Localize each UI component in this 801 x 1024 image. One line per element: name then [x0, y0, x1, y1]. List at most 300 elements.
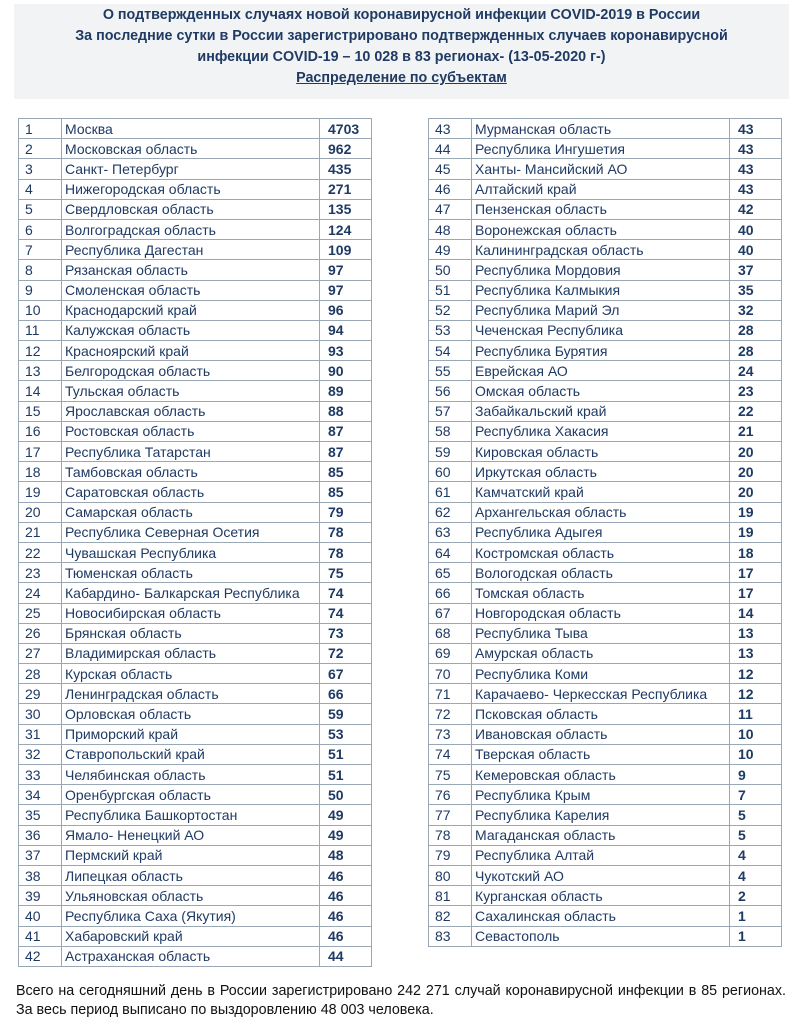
case-count: 4703: [320, 119, 372, 139]
row-number: 40: [19, 906, 62, 926]
row-number: 44: [429, 139, 472, 159]
case-count: 271: [320, 179, 372, 199]
table-row: [429, 401, 782, 421]
row-number: 51: [429, 280, 472, 300]
region-name: Ивановская область: [472, 724, 730, 744]
row-number: 58: [429, 421, 472, 441]
row-number: 25: [19, 603, 62, 623]
row-number: 35: [19, 805, 62, 825]
region-name: Томская область: [472, 583, 730, 603]
table-row: [19, 219, 372, 239]
row-number: 72: [429, 704, 472, 724]
row-number: 18: [19, 462, 62, 482]
case-count: 18: [730, 542, 782, 562]
table-row: [19, 886, 372, 906]
table-row: [19, 563, 372, 583]
case-count: 1: [730, 926, 782, 946]
table-row: [19, 906, 372, 926]
region-name: Севастополь: [472, 926, 730, 946]
case-count: 35: [730, 280, 782, 300]
row-number: 37: [19, 845, 62, 865]
table-row: [429, 300, 782, 320]
case-count: 75: [320, 563, 372, 583]
row-number: 13: [19, 361, 62, 381]
region-name: Карачаево- Черкесская Республика: [472, 684, 730, 704]
row-number: 52: [429, 300, 472, 320]
table-row: [19, 300, 372, 320]
row-number: 21: [19, 522, 62, 542]
region-name: Тверская область: [472, 744, 730, 764]
region-name: Псковская область: [472, 704, 730, 724]
case-count: 19: [730, 522, 782, 542]
row-number: 80: [429, 865, 472, 885]
region-name: Республика Карелия: [472, 805, 730, 825]
region-name: Чукотский АО: [472, 865, 730, 885]
region-name: Нижегородская область: [62, 179, 320, 199]
case-count: 24: [730, 361, 782, 381]
case-count: 97: [320, 260, 372, 280]
summary-line-1: За последние сутки в России зарегистрировано подтвержденных случаев коронавирусной: [75, 28, 728, 44]
table-row: [19, 946, 372, 966]
table-row: [429, 886, 782, 906]
case-count: 43: [730, 139, 782, 159]
region-name: Ростовская область: [62, 421, 320, 441]
table-row: [429, 219, 782, 239]
table-row: [429, 664, 782, 684]
row-number: 61: [429, 482, 472, 502]
case-count: 22: [730, 401, 782, 421]
case-count: 109: [320, 240, 372, 260]
case-count: 94: [320, 320, 372, 340]
case-count: 79: [320, 502, 372, 522]
case-count: 21: [730, 421, 782, 441]
table-row: [429, 482, 782, 502]
case-count: 135: [320, 199, 372, 219]
row-number: 46: [429, 179, 472, 199]
case-count: 28: [730, 320, 782, 340]
table-row: [19, 421, 372, 441]
case-count: 435: [320, 159, 372, 179]
table-row: [19, 603, 372, 623]
region-name: Саратовская область: [62, 482, 320, 502]
row-number: 39: [19, 886, 62, 906]
region-name: Кабардино- Балкарская Республика: [62, 583, 320, 603]
case-count: 67: [320, 664, 372, 684]
case-count: 20: [730, 442, 782, 462]
table-row: [429, 845, 782, 865]
case-count: 14: [730, 603, 782, 623]
region-name: Республика Крым: [472, 785, 730, 805]
region-name: Республика Северная Осетия: [62, 522, 320, 542]
row-number: 33: [19, 765, 62, 785]
case-count: 17: [730, 563, 782, 583]
case-count: 74: [320, 603, 372, 623]
region-name: Санкт- Петербург: [62, 159, 320, 179]
case-count: 10: [730, 744, 782, 764]
table-row: [19, 542, 372, 562]
page-title: О подтвержденных случаях новой коронавирусной инфекции COVID-2019 в России: [102, 7, 701, 23]
table-row: [19, 320, 372, 340]
case-count: 1: [730, 906, 782, 926]
section-subtitle: Распределение по субъектам: [296, 70, 507, 86]
region-name: Владимирская область: [62, 643, 320, 663]
row-number: 74: [429, 744, 472, 764]
row-number: 71: [429, 684, 472, 704]
row-number: 79: [429, 845, 472, 865]
region-name: Калужская область: [62, 320, 320, 340]
row-number: 27: [19, 643, 62, 663]
table-row: [429, 542, 782, 562]
case-count: 59: [320, 704, 372, 724]
row-number: 7: [19, 240, 62, 260]
row-number: 59: [429, 442, 472, 462]
row-number: 82: [429, 906, 472, 926]
table-row: [19, 845, 372, 865]
row-number: 77: [429, 805, 472, 825]
case-count: 37: [730, 260, 782, 280]
table-row: [19, 522, 372, 542]
case-count: 4: [730, 845, 782, 865]
region-name: Республика Мордовия: [472, 260, 730, 280]
case-count: 20: [730, 482, 782, 502]
region-name: Волгоградская область: [62, 219, 320, 239]
table-row: [429, 522, 782, 542]
case-count: 20: [730, 462, 782, 482]
region-name: Брянская область: [62, 623, 320, 643]
region-name: Ярославская область: [62, 401, 320, 421]
region-name: Астраханская область: [62, 946, 320, 966]
table-row: [429, 139, 782, 159]
table-row: [429, 785, 782, 805]
case-count: 50: [320, 785, 372, 805]
row-number: 76: [429, 785, 472, 805]
case-count: 43: [730, 119, 782, 139]
table-row: [19, 260, 372, 280]
row-number: 12: [19, 341, 62, 361]
case-count: 19: [730, 502, 782, 522]
table-row: [429, 320, 782, 340]
region-name: Республика Дагестан: [62, 240, 320, 260]
region-name: Новгородская область: [472, 603, 730, 623]
region-name: Республика Алтай: [472, 845, 730, 865]
region-name: Ханты- Мансийский АО: [472, 159, 730, 179]
table-row: [429, 159, 782, 179]
case-count: 44: [320, 946, 372, 966]
table-row: [19, 724, 372, 744]
table-row: [429, 199, 782, 219]
case-count: 97: [320, 280, 372, 300]
region-name: Кировская область: [472, 442, 730, 462]
case-count: 4: [730, 865, 782, 885]
case-count: 28: [730, 341, 782, 361]
region-name: Ульяновская область: [62, 886, 320, 906]
table-row: [19, 199, 372, 219]
region-name: Смоленская область: [62, 280, 320, 300]
region-name: Тульская область: [62, 381, 320, 401]
table-row: [19, 805, 372, 825]
case-count: 5: [730, 805, 782, 825]
case-count: 90: [320, 361, 372, 381]
table-row: [19, 341, 372, 361]
table-row: [429, 442, 782, 462]
row-number: 67: [429, 603, 472, 623]
row-number: 36: [19, 825, 62, 845]
row-number: 8: [19, 260, 62, 280]
region-name: Республика Саха (Якутия): [62, 906, 320, 926]
region-name: Пермский край: [62, 845, 320, 865]
region-name: Белгородская область: [62, 361, 320, 381]
region-name: Красноярский край: [62, 341, 320, 361]
table-row: [19, 361, 372, 381]
row-number: 45: [429, 159, 472, 179]
case-count: 40: [730, 240, 782, 260]
region-name: Ленинградская область: [62, 684, 320, 704]
region-name: Московская область: [62, 139, 320, 159]
row-number: 60: [429, 462, 472, 482]
row-number: 34: [19, 785, 62, 805]
row-number: 55: [429, 361, 472, 381]
case-count: 53: [320, 724, 372, 744]
region-name: Республика Татарстан: [62, 442, 320, 462]
table-row: [19, 865, 372, 885]
row-number: 24: [19, 583, 62, 603]
case-count: 87: [320, 442, 372, 462]
row-number: 1: [19, 119, 62, 139]
row-number: 66: [429, 583, 472, 603]
row-number: 38: [19, 865, 62, 885]
table-row: [429, 765, 782, 785]
table-row: [429, 280, 782, 300]
table-row: [19, 179, 372, 199]
table-row: [429, 825, 782, 845]
region-name: Тюменская область: [62, 563, 320, 583]
case-count: 5: [730, 825, 782, 845]
row-number: 30: [19, 704, 62, 724]
row-number: 63: [429, 522, 472, 542]
case-count: 49: [320, 805, 372, 825]
table-row: [429, 240, 782, 260]
table-row: [429, 865, 782, 885]
table-row: [19, 139, 372, 159]
row-number: 48: [429, 219, 472, 239]
table-row: [429, 805, 782, 825]
region-name: Липецкая область: [62, 865, 320, 885]
table-row: [19, 684, 372, 704]
case-count: 51: [320, 744, 372, 764]
table-row: [19, 744, 372, 764]
region-name: Алтайский край: [472, 179, 730, 199]
region-name: Краснодарский край: [62, 300, 320, 320]
region-name: Омская область: [472, 381, 730, 401]
case-count: 13: [730, 643, 782, 663]
region-name: Республика Калмыкия: [472, 280, 730, 300]
row-number: 53: [429, 320, 472, 340]
row-number: 81: [429, 886, 472, 906]
table-row: [429, 563, 782, 583]
regions-table-right: [428, 118, 782, 947]
table-row: [19, 240, 372, 260]
row-number: 23: [19, 563, 62, 583]
row-number: 17: [19, 442, 62, 462]
region-name: Самарская область: [62, 502, 320, 522]
case-count: 12: [730, 684, 782, 704]
row-number: 83: [429, 926, 472, 946]
region-name: Иркутская область: [472, 462, 730, 482]
table-row: [19, 159, 372, 179]
table-row: [19, 765, 372, 785]
table-row: [19, 583, 372, 603]
row-number: 57: [429, 401, 472, 421]
row-number: 65: [429, 563, 472, 583]
case-count: 46: [320, 865, 372, 885]
table-row: [429, 906, 782, 926]
case-count: 85: [320, 462, 372, 482]
row-number: 28: [19, 664, 62, 684]
region-name: Вологодская область: [472, 563, 730, 583]
case-count: 49: [320, 825, 372, 845]
table-row: [429, 603, 782, 623]
case-count: 46: [320, 926, 372, 946]
row-number: 68: [429, 623, 472, 643]
region-name: Новосибирская область: [62, 603, 320, 623]
row-number: 29: [19, 684, 62, 704]
row-number: 2: [19, 139, 62, 159]
case-count: 74: [320, 583, 372, 603]
row-number: 54: [429, 341, 472, 361]
case-count: 13: [730, 623, 782, 643]
row-number: 19: [19, 482, 62, 502]
region-name: Оренбургская область: [62, 785, 320, 805]
row-number: 3: [19, 159, 62, 179]
case-count: 962: [320, 139, 372, 159]
table-row: [19, 482, 372, 502]
row-number: 10: [19, 300, 62, 320]
region-name: Челябинская область: [62, 765, 320, 785]
case-count: 48: [320, 845, 372, 865]
case-count: 32: [730, 300, 782, 320]
row-number: 26: [19, 623, 62, 643]
case-count: 73: [320, 623, 372, 643]
case-count: 42: [730, 199, 782, 219]
case-count: 43: [730, 179, 782, 199]
row-number: 43: [429, 119, 472, 139]
region-name: Чувашская Республика: [62, 542, 320, 562]
row-number: 20: [19, 502, 62, 522]
table-row: [429, 462, 782, 482]
case-count: 124: [320, 219, 372, 239]
row-number: 64: [429, 542, 472, 562]
table-row: [19, 664, 372, 684]
row-number: 41: [19, 926, 62, 946]
row-number: 50: [429, 260, 472, 280]
page-header: [14, 4, 789, 99]
case-count: 12: [730, 664, 782, 684]
region-name: Чеченская Республика: [472, 320, 730, 340]
row-number: 70: [429, 664, 472, 684]
case-count: 93: [320, 341, 372, 361]
case-count: 88: [320, 401, 372, 421]
case-count: 2: [730, 886, 782, 906]
table-row: [19, 785, 372, 805]
region-name: Архангельская область: [472, 502, 730, 522]
region-name: Орловская область: [62, 704, 320, 724]
row-number: 22: [19, 542, 62, 562]
summary-line-2: инфекции COVID-19 – 10 028 в 83 регионах- (13-05-2020 г-): [197, 49, 606, 65]
case-count: 85: [320, 482, 372, 502]
table-row: [19, 462, 372, 482]
case-count: 11: [730, 704, 782, 724]
table-row: [19, 926, 372, 946]
table-row: [429, 926, 782, 946]
case-count: 96: [320, 300, 372, 320]
table-row: [429, 623, 782, 643]
row-number: 69: [429, 643, 472, 663]
table-row: [429, 341, 782, 361]
case-count: 87: [320, 421, 372, 441]
table-row: [19, 442, 372, 462]
region-name: Москва: [62, 119, 320, 139]
row-number: 11: [19, 320, 62, 340]
region-name: Республика Коми: [472, 664, 730, 684]
table-row: [429, 381, 782, 401]
case-count: 72: [320, 643, 372, 663]
region-name: Курганская область: [472, 886, 730, 906]
case-count: 51: [320, 765, 372, 785]
region-name: Ямало- Ненецкий АО: [62, 825, 320, 845]
case-count: 40: [730, 219, 782, 239]
table-row: [429, 724, 782, 744]
table-row: [19, 643, 372, 663]
row-number: 9: [19, 280, 62, 300]
region-name: Республика Башкортостан: [62, 805, 320, 825]
table-row: [19, 401, 372, 421]
region-name: Амурская область: [472, 643, 730, 663]
case-count: 10: [730, 724, 782, 744]
case-count: 43: [730, 159, 782, 179]
row-number: 4: [19, 179, 62, 199]
table-row: [19, 119, 372, 139]
region-name: Республика Бурятия: [472, 341, 730, 361]
case-count: 46: [320, 906, 372, 926]
table-row: [429, 643, 782, 663]
table-row: [19, 623, 372, 643]
region-name: Еврейская АО: [472, 361, 730, 381]
case-count: 78: [320, 542, 372, 562]
case-count: 23: [730, 381, 782, 401]
region-name: Республика Тыва: [472, 623, 730, 643]
table-row: [429, 502, 782, 522]
region-name: Костромская область: [472, 542, 730, 562]
table-row: [429, 179, 782, 199]
case-count: 78: [320, 522, 372, 542]
table-row: [19, 704, 372, 724]
row-number: 15: [19, 401, 62, 421]
row-number: 56: [429, 381, 472, 401]
row-number: 14: [19, 381, 62, 401]
row-number: 78: [429, 825, 472, 845]
region-name: Камчатский край: [472, 482, 730, 502]
region-name: Тамбовская область: [62, 462, 320, 482]
region-name: Республика Хакасия: [472, 421, 730, 441]
case-count: 46: [320, 886, 372, 906]
table-row: [429, 260, 782, 280]
case-count: 9: [730, 765, 782, 785]
region-name: Кемеровская область: [472, 765, 730, 785]
table-row: [429, 361, 782, 381]
table-row: [429, 421, 782, 441]
row-number: 31: [19, 724, 62, 744]
table-row: [19, 502, 372, 522]
